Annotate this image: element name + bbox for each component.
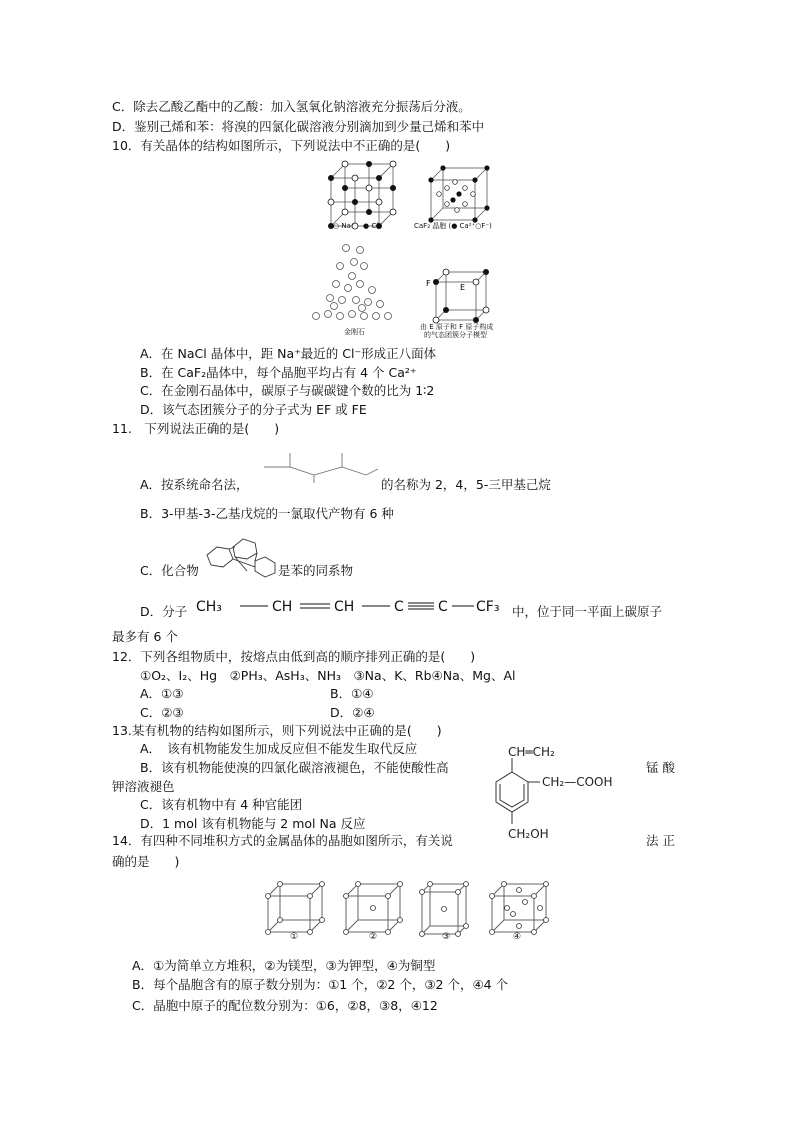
formula-ch-2: CH [334,599,355,615]
q11-option-d-suffix: 中，位于同一平面上碳原子 [512,604,663,619]
triptycene-structure-figure [203,537,279,579]
caf2-crystal-figure [425,164,495,224]
q13-option-b-right: 锰 酸 [646,760,675,775]
molecule-acid-group: CH₂—COOH [542,775,613,789]
molecule-alcohol-group: CH₂OH [508,827,549,841]
q12-option-b: B．①④ [330,686,374,701]
q13-option-b: B．该有机物能使溴的四氯化碳溶液褪色，不能使酸性高 [140,760,449,775]
organic-molecule-figure [490,742,640,844]
formula-c-1: C [394,599,404,615]
q11-option-d-prefix: D．分子 [140,604,188,619]
question-12: 12．下列各组物质中，按熔点由低到高的顺序排列正确的是( ) [112,649,476,664]
q14-right-fragment: 法 正 [646,833,675,848]
cluster-caption-2: 的气态团簇分子模型 [424,331,487,339]
question-10: 10．有关晶体的结构如图所示，下列说法中不正确的是( ) [112,138,451,153]
q11-option-a-suffix: 的名称为 2，4，5-三甲基己烷 [381,477,551,492]
nacl-legend-na: ○ Na⁺ [333,222,355,230]
q10-option-d: D．该气态团簇分子的分子式为 EF 或 FE [140,402,367,417]
cluster-label-e: E [460,283,466,292]
q11-option-b: B．3-甲基-3-乙基戊烷的一氯取代产物有 6 种 [140,506,394,521]
q11-option-d-continuation: 最多有 6 个 [112,629,178,644]
alkane-skeleton-figure [262,447,380,485]
cell-label-3: ③ [442,932,451,942]
formula-ch3: CH₃ [196,599,222,615]
q12-options-list: ①O₂、I₂、Hg ②PH₃、AsH₃、NH₃ ③Na、K、Rb④Na、Mg、Al [140,668,516,683]
q14-option-a: A．①为简单立方堆积，②为镁型，③为钾型，④为铜型 [132,958,436,973]
cell-label-2: ② [369,932,378,942]
cluster-label-f: F [426,279,431,288]
option-c-line: C．除去乙酸乙酯中的乙酸：加入氢氧化钠溶液充分振荡后分液。 [112,99,471,114]
q14-option-b: B．每个晶胞含有的原子数分别为：①1 个，②2 个，③2 个，④4 个 [132,977,509,992]
q11-option-c-prefix: C．化合物 [140,563,199,578]
molecule-vinyl-group: CH═CH₂ [508,745,555,759]
q10-option-b: B．在 CaF₂晶体中，每个晶胞平均占有 4 个 Ca²⁺ [140,365,417,380]
cell-label-4: ④ [513,932,522,942]
cell-label-1: ① [290,932,299,942]
q12-option-c: C．②③ [140,705,184,720]
q14-option-c: C．晶胞中原子的配位数分别为：①6，②8，③8，④12 [132,998,438,1013]
cluster-caption-1: 由 E 原子和 F 原子构成 [420,323,494,331]
q13-option-a: A． 该有机物能发生加成反应但不能发生取代反应 [140,741,418,756]
q11-option-c-suffix: 是苯的同系物 [278,563,354,578]
q14-continuation: 确的是 ) [112,854,180,869]
question-13: 13.某有机物的结构如图所示，则下列说法中正确的是( ) [112,723,442,738]
q10-option-c: C．在金刚石晶体中，碳原子与碳碳键个数的比为 1∶2 [140,383,435,398]
q13-option-b-continuation: 钾溶液褪色 [112,779,175,794]
q11-option-a-prefix: A．按系统命名法， [140,477,249,492]
q12-option-a: A．①③ [140,686,184,701]
q13-option-c: C．该有机物中有 4 种官能团 [140,797,303,812]
q13-option-d: D．1 mol 该有机物能与 2 mol Na 反应 [140,816,366,831]
question-11: 11. 下列说法正确的是( ) [112,421,280,436]
formula-c-2: C [438,599,448,615]
diamond-crystal-figure [308,240,393,330]
alkyne-formula-figure [194,594,514,618]
q10-option-a: A．在 NaCl 晶体中，距 Na⁺最近的 Cl⁻形成正八面体 [140,346,437,361]
cluster-molecule-figure [422,266,494,324]
diamond-caption: 金刚石 [344,328,365,336]
option-d-line: D．鉴别己烯和苯：将溴的四氯化碳溶液分别滴加到少量己烯和苯中 [112,119,485,134]
question-14: 14．有四种不同堆积方式的金属晶体的晶胞如图所示，有关说 [112,833,453,848]
q12-option-d: D．②④ [330,705,375,720]
formula-cf3: CF₃ [476,599,500,615]
nacl-legend-cl: ● Cl⁻ [363,222,382,230]
formula-ch-1: CH [272,599,293,615]
caf2-caption: CaF₂ 晶胞 (● Ca²⁺○F⁻) [414,222,492,230]
